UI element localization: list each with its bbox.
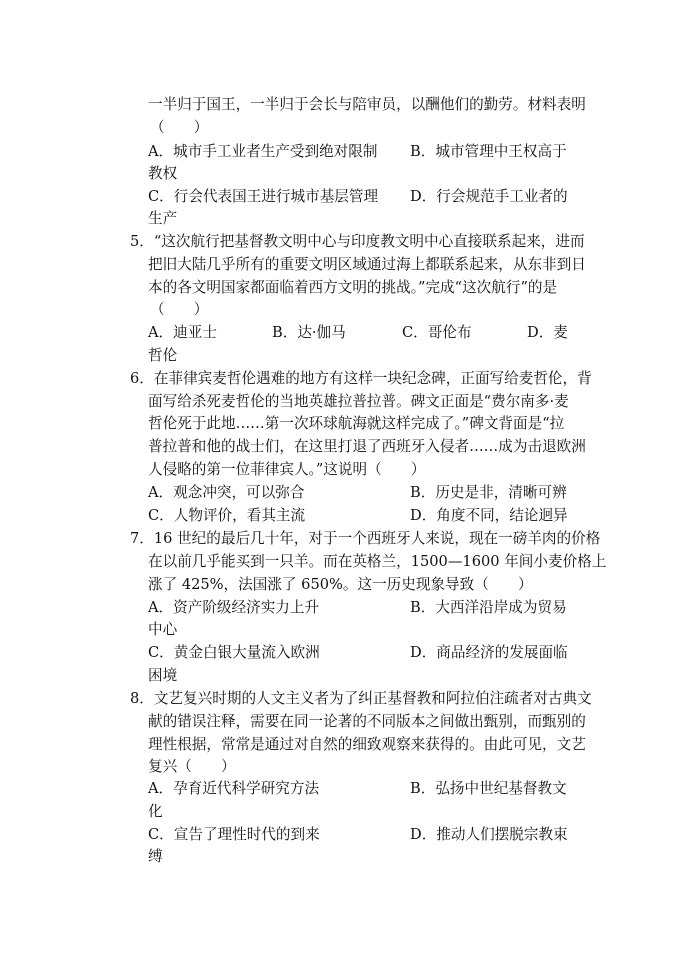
question-stem-line: 一半归于国王，一半归于会长与陪审员，以酬他们的勤劳。材料表明 — [148, 96, 586, 113]
question-stem-line: 6．在菲律宾麦哲伦遇难的地方有这样一块纪念碑，正面写给麦哲伦，背 — [130, 370, 592, 387]
option-a: A．孕育近代科学研究方法 — [148, 780, 320, 797]
option-b: B．达·伽马 — [272, 324, 346, 341]
option-c: C．行会代表国王进行城市基层管理 — [148, 188, 379, 205]
option-d-wrap: 缚 — [148, 848, 163, 865]
question-stem-line: 理性根据，常常是通过对自然的细致观察来获得的。由此可见，文艺 — [148, 736, 586, 753]
option-c: C．黄金白银大量流入欧洲 — [148, 644, 320, 661]
option-a: A．资产阶级经济实力上升 — [148, 599, 320, 616]
answer-blank: （ ） — [150, 301, 209, 318]
option-c: C．哥伦布 — [402, 324, 472, 341]
question-stem-line: 复兴（ ） — [148, 758, 236, 775]
question-stem-line: 把旧大陆几乎所有的重要文明区域通过海上都联系起来，从东非到日 — [148, 256, 586, 273]
question-stem-line: 涨了 425%，法国涨了 650%。这一历史现象导致（ ） — [148, 576, 533, 593]
option-b-wrap: 教权 — [148, 165, 178, 182]
answer-blank: （ ） — [150, 119, 209, 136]
question-stem-line: 8．文艺复兴时期的人文主义者为了纠正基督教和阿拉伯注疏者对古典文 — [130, 690, 592, 707]
option-a: A．观念冲突，可以弥合 — [148, 484, 305, 501]
option-d-wrap: 困境 — [148, 667, 178, 684]
option-d: D．推动人们摆脱宗教束 — [410, 826, 568, 843]
question-stem-line: 献的错误注释，需要在同一论著的不同版本之间做出甄别，而甄别的 — [148, 713, 586, 730]
option-d: D．角度不同，结论迥异 — [410, 507, 568, 524]
option-b: B．大西洋沿岸成为贸易 — [410, 599, 567, 616]
option-d: D．行会规范手工业者的 — [410, 188, 568, 205]
option-c: C．宣告了理性时代的到来 — [148, 826, 320, 843]
option-a: A．城市手工业者生产受到绝对限制 — [148, 143, 378, 160]
question-stem-line: 普拉普和他的战士们，在这里打退了西班牙入侵者……成为击退欧洲 — [148, 438, 586, 455]
option-b: B．城市管理中王权高于 — [410, 143, 567, 160]
option-b-wrap: 化 — [148, 803, 163, 820]
option-d: D．商品经济的发展面临 — [410, 644, 568, 661]
question-stem-line: 5．“这次航行把基督教文明中心与印度教文明中心直接联系起来，进而 — [130, 233, 585, 250]
option-a: A．迪亚士 — [148, 324, 217, 341]
option-b: B．历史是非，清晰可辨 — [410, 484, 567, 501]
question-stem-line: 在以前几乎能买到一只羊。而在英格兰，1500—1600 年间小麦价格上 — [148, 553, 607, 570]
option-d-wrap: 哲伦 — [148, 347, 178, 364]
option-c: C．人物评价，看其主流 — [148, 507, 306, 524]
option-b-wrap: 中心 — [148, 621, 178, 638]
question-stem-line: 人侵略的第一位菲律宾人。”这说明（ ） — [148, 461, 426, 478]
question-stem-line: 本的各文明国家都面临着西方文明的挑战。”完成“这次航行”的是 — [148, 279, 558, 296]
option-b: B．弘扬中世纪基督教文 — [410, 780, 567, 797]
option-d-wrap: 生产 — [148, 210, 178, 227]
question-stem-line: 面写给杀死麦哲伦的当地英雄拉普拉普。碑文正面是“费尔南多·麦 — [148, 393, 569, 410]
question-stem-line: 哲伦死于此地……第一次环球航海就这样完成了。”碑文背面是“拉 — [148, 415, 565, 432]
option-d: D．麦 — [527, 324, 568, 341]
question-stem-line: 7．16 世纪的最后几十年，对于一个西班牙人来说，现在一磅羊肉的价格 — [130, 530, 601, 547]
